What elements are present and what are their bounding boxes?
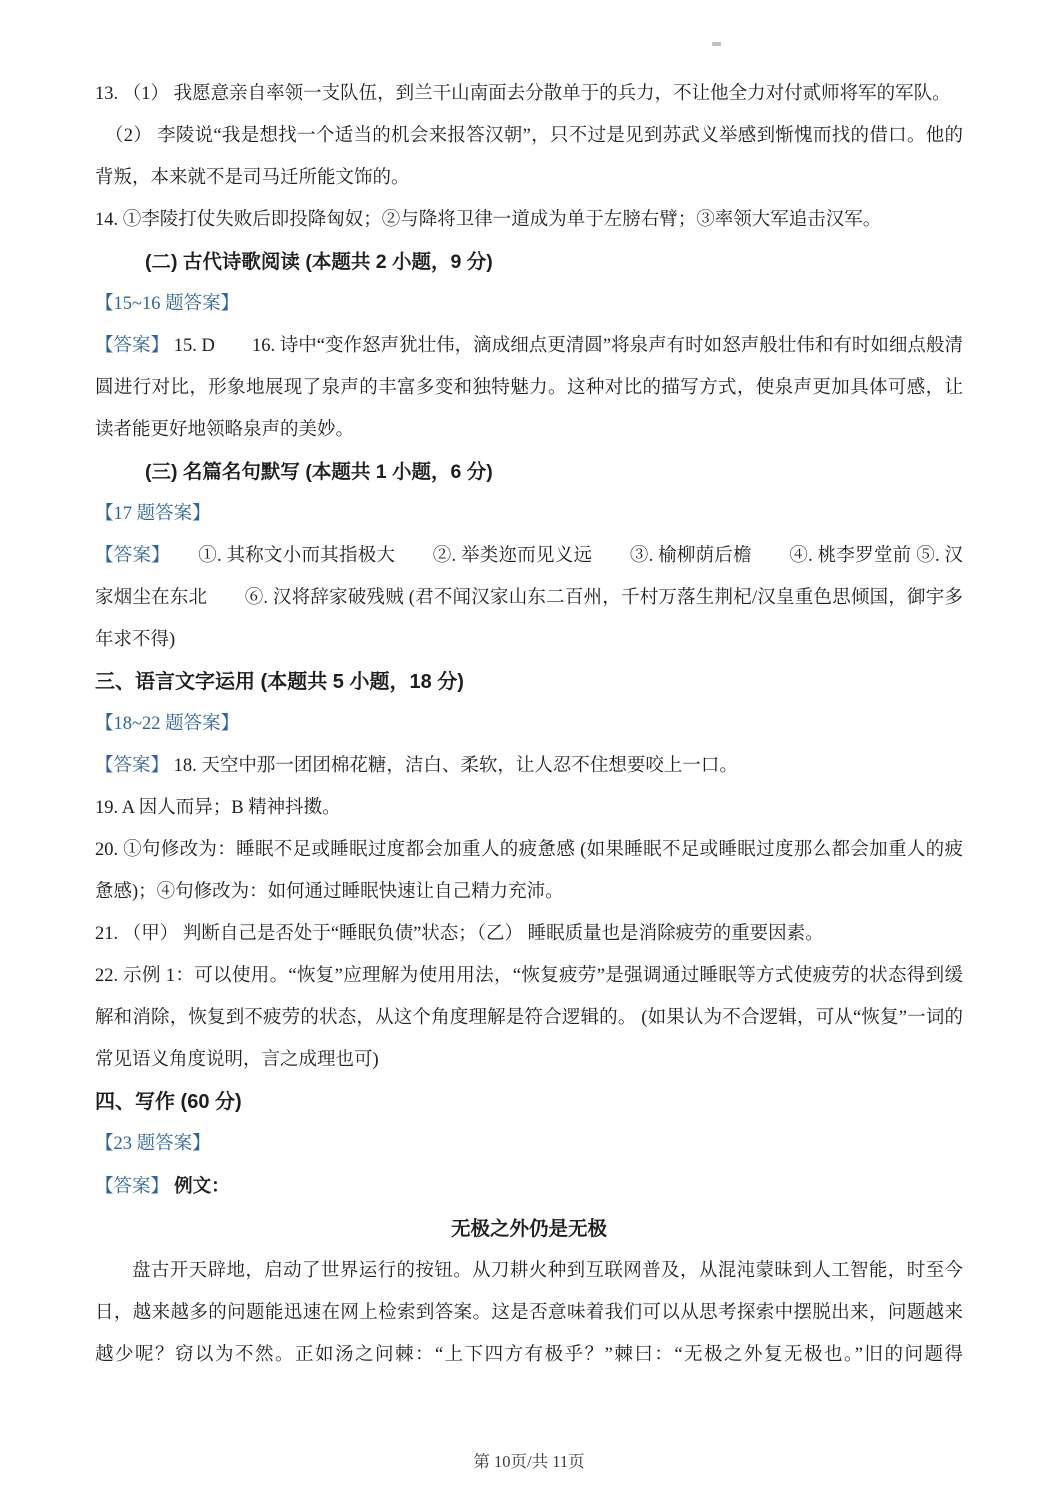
section-heading-xiezuo: 四、写作 (60 分)	[95, 1091, 242, 1113]
page-footer	[0, 1448, 1058, 1472]
answer-range-label-15-16: 【15~16 题答案】	[95, 294, 240, 314]
answer-18	[95, 745, 963, 787]
answer-23	[95, 1165, 963, 1208]
answer-17-text: ①. 其称文小而其指极大 ②. 举类迩而见义远 ③. 榆柳荫后檐 ④. 桃李罗堂前 ⑤. 汉家烟尘在东北 ⑥. 汉将辞家破残贼 (君不闻汉家山东二百州，千村万落生荆杞/汉皇重色思倾国，御宇多年求不得)	[95, 546, 963, 650]
section-heading-poetry: (二) 古代诗歌阅读 (本题共 2 小题，9 分)	[145, 251, 493, 273]
answer-23-text: 例文：	[169, 1175, 230, 1196]
answer-21: 21. （甲） 判断自己是否处于“睡眠负债”状态；（乙） 睡眠质量也是消除疲劳的重要因素。	[95, 924, 824, 944]
answer-13-part1: 13. （1） 我愿意亲自率领一支队伍，到兰干山南面去分散单于的兵力，不让他全力对付贰师将军的军队。	[95, 84, 951, 104]
page-number: 第 10页/共 11页	[473, 1452, 585, 1471]
section-heading-mingpian: (三) 名篇名句默写 (本题共 1 小题，6 分)	[145, 461, 493, 483]
answer-tag: 【答案】	[95, 546, 161, 566]
answer-tag: 【答案】	[95, 756, 170, 776]
answer-tag: 【答案】	[95, 336, 170, 356]
essay-paragraph-1: 盘古开天辟地，启动了世界运行的按钮。从刀耕火种到互联网普及，从混沌蒙昧到人工智能，时至今日，越来越多的问题能迅速在网上检索到答案。这是否意味着我们可以从思考探索中摆脱出来，问题越来越少呢？窃以为不然。正如汤之问棘：“上下四方有极乎？”棘曰：“无极之外复无极也。”旧的问题得	[95, 1261, 963, 1365]
section-heading-yuyan: 三、语言文字运用 (本题共 5 小题，18 分)	[95, 671, 464, 693]
answer-19: 19. A 因人而异；B 精神抖擞。	[95, 798, 341, 818]
answer-15-16	[95, 325, 963, 451]
answer-15-16-text: 15. D 16. 诗中“变作怒声犹壮伟，滴成细点更清圆”将泉声有时如怒声般壮伟和有时如细点般清圆进行对比，形象地展现了泉声的丰富多变和独特魅力。这种对比的描写方式，使泉声更加具体可感，让读者能更好地领略泉声的美妙。	[95, 336, 963, 440]
answer-13-part2: （2） 李陵说“我是想找一个适当的机会来报答汉朝”，只不过是见到苏武义举感到惭愧而找的借口。他的背叛，本来就不是司马迁所能文饰的。	[95, 126, 963, 188]
essay-title: 无极之外仍是无极	[450, 1218, 607, 1240]
answer-22: 22. 示例 1：可以使用。“恢复”应理解为使用用法，“恢复疲劳”是强调通过睡眠等方式使疲劳的状态得到缓解和消除，恢复到不疲劳的状态，从这个角度理解是符合逻辑的。 (如果认为不合逻辑，可从“恢复”一词的常见语义角度说明，言之成理也可)	[95, 966, 963, 1070]
answer-17	[95, 535, 963, 661]
content-area	[95, 73, 963, 1376]
answer-range-label-18-22: 【18~22 题答案】	[95, 714, 240, 734]
answer-tag: 【答案】	[95, 1177, 170, 1197]
answer-range-label-17: 【17 题答案】	[95, 504, 211, 524]
answer-range-label-23: 【23 题答案】	[95, 1134, 211, 1154]
scan-artifact-speck	[712, 42, 721, 46]
answer-14: 14. ①李陵打仗失败后即投降匈奴；②与降将卫律一道成为单于左膀右臂；③率领大军追击汉军。	[95, 210, 882, 230]
answer-18-text: 18. 天空中那一团团棉花糖，洁白、柔软，让人忍不住想要咬上一口。	[169, 756, 738, 776]
answer-20: 20. ①句修改为：睡眠不足或睡眠过度都会加重人的疲惫感 (如果睡眠不足或睡眠过度那么都会加重人的疲惫感)；④句修改为：如何通过睡眠快速让自己精力充沛。	[95, 840, 963, 902]
